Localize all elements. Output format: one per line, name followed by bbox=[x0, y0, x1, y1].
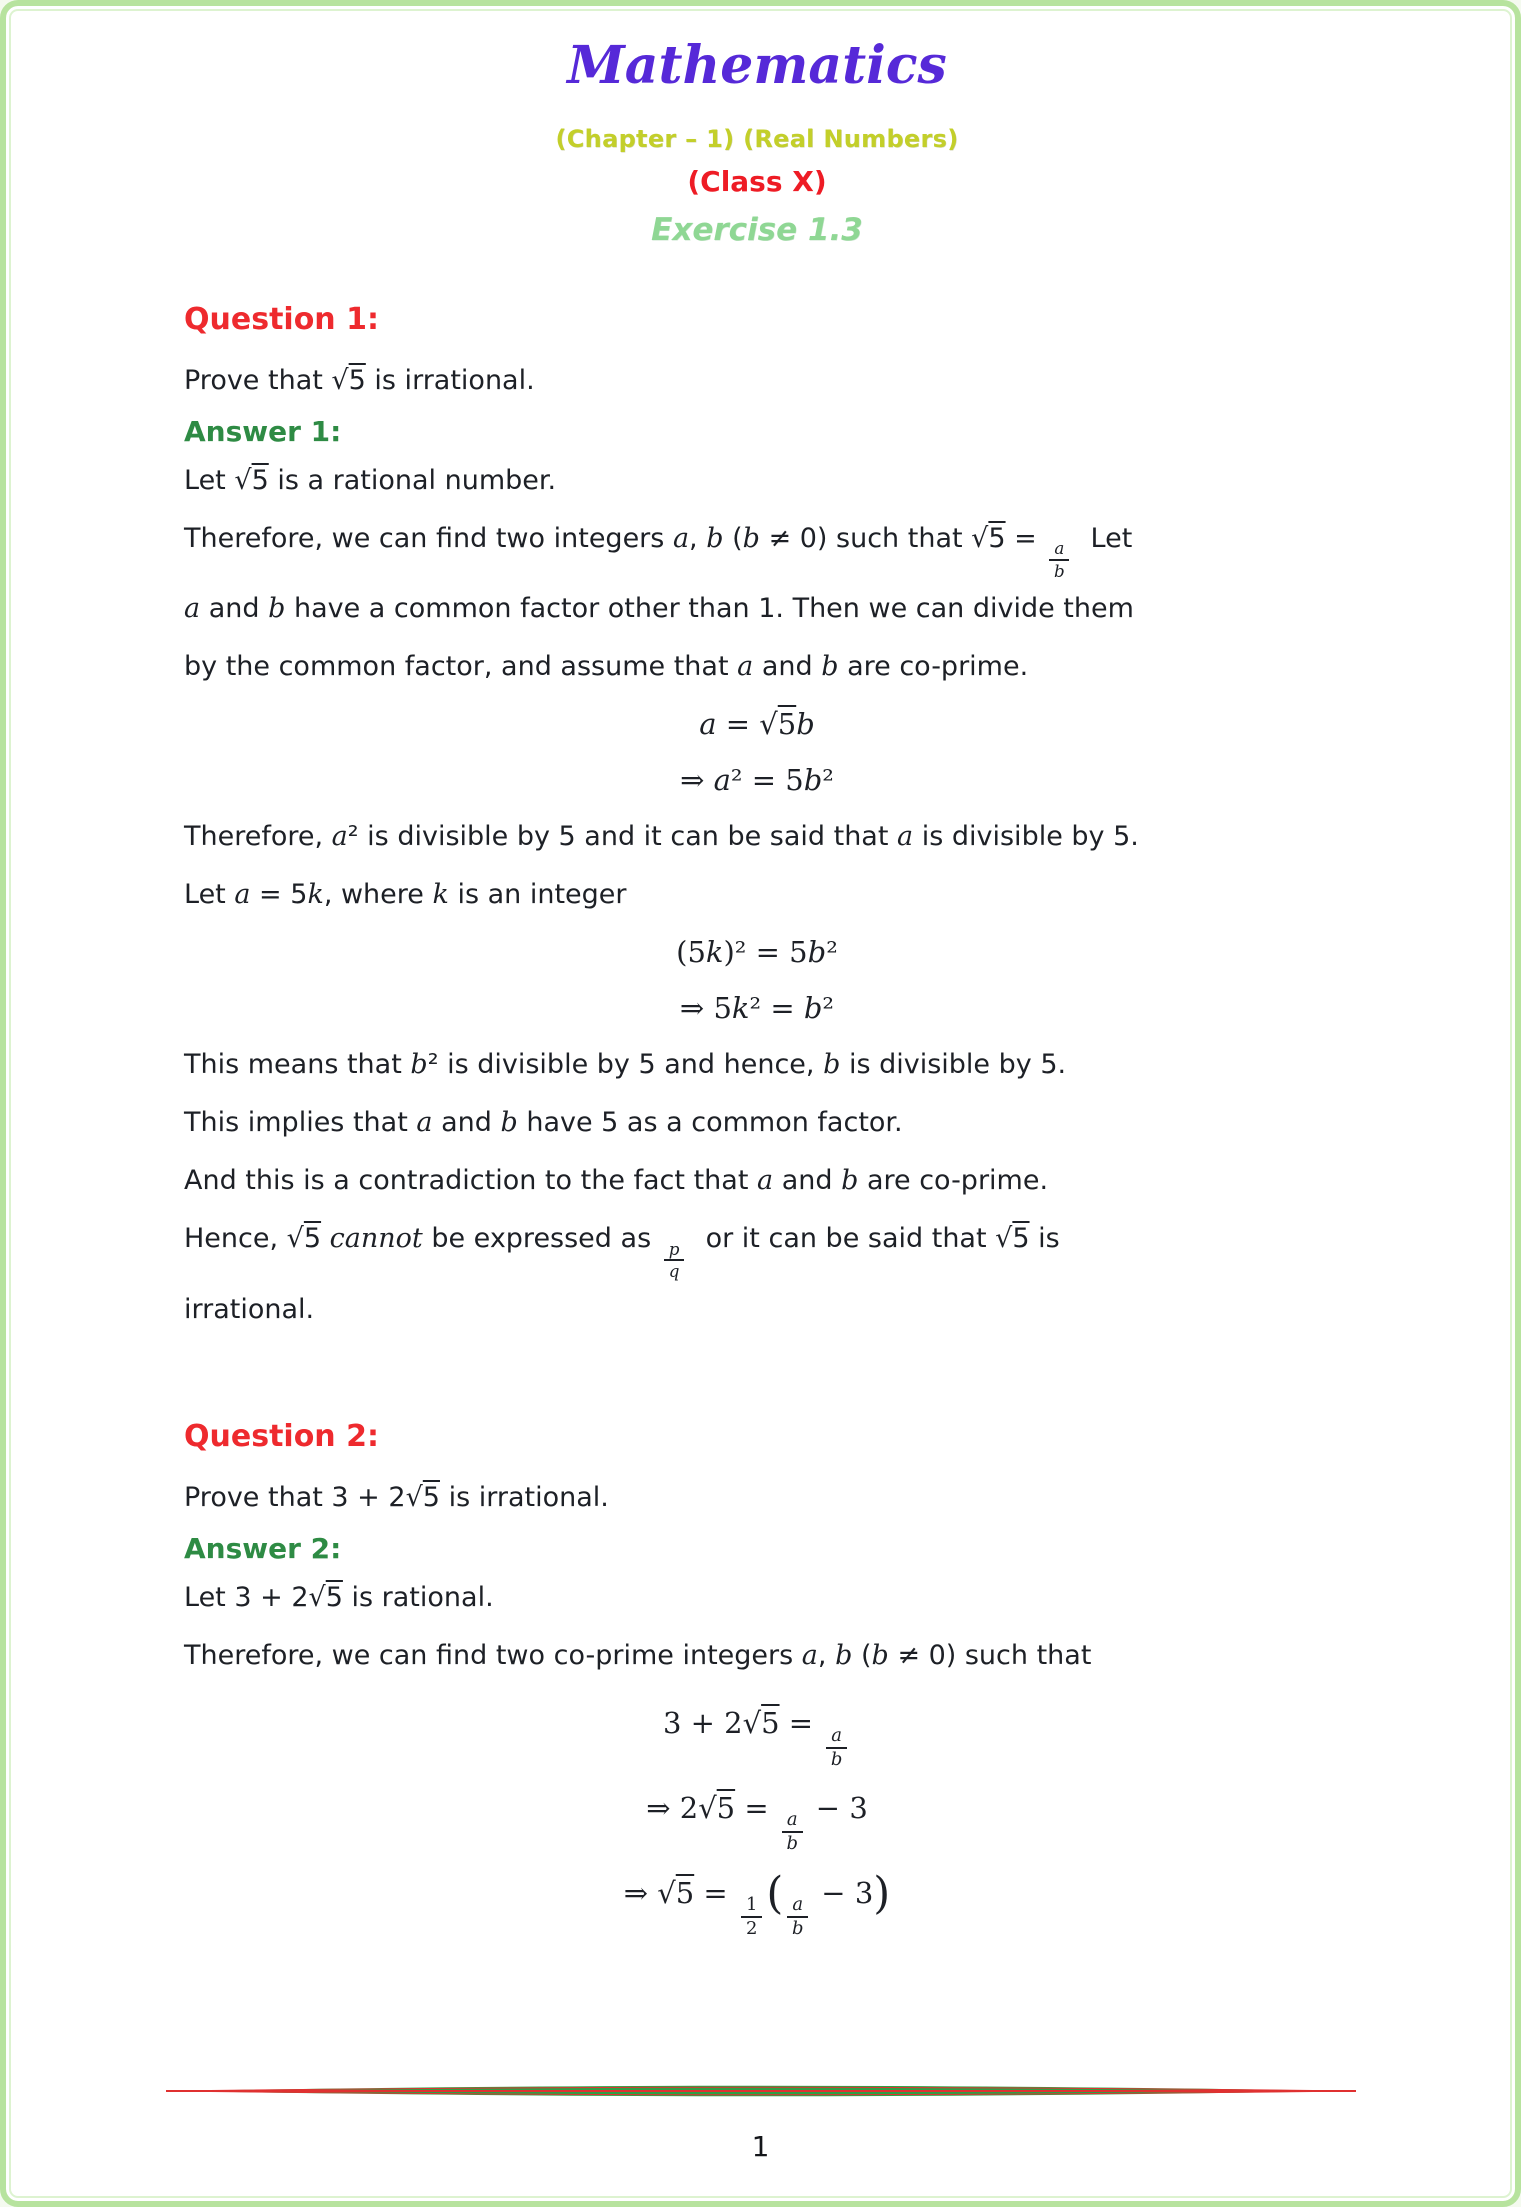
answer-1-heading: Answer 1: bbox=[184, 415, 342, 448]
text-run: have 5 as a common factor. bbox=[517, 1107, 903, 1139]
text-line bbox=[184, 1094, 1330, 1152]
text-run: 3 + 2 bbox=[662, 1705, 743, 1740]
question-1-section bbox=[184, 300, 1330, 1339]
text-run: and bbox=[753, 651, 822, 683]
chapter-subtitle: (Chapter – 1) (Real Numbers) bbox=[555, 125, 959, 153]
text-run: is a rational number. bbox=[268, 465, 557, 496]
text-run: Let bbox=[184, 465, 235, 496]
text-run: 5 bbox=[251, 465, 269, 496]
text-run: ( bbox=[723, 523, 743, 554]
text-run: are co-prime. bbox=[838, 651, 1029, 683]
class-subtitle: (Class X) bbox=[687, 165, 827, 198]
text-run: b bbox=[841, 1165, 859, 1197]
text-line bbox=[184, 1627, 1330, 1685]
text-run: b bbox=[410, 1049, 428, 1081]
text-run: and bbox=[200, 593, 269, 625]
fraction-numerator: a bbox=[782, 1810, 803, 1833]
text-run: , bbox=[817, 1639, 836, 1671]
text-run: And this is a contradiction to the fact that bbox=[184, 1165, 757, 1197]
text-run: is divisible by 5. bbox=[913, 821, 1139, 853]
text-run: b bbox=[742, 523, 760, 554]
text-run: = bbox=[1005, 523, 1046, 554]
fraction-denominator: b bbox=[830, 1748, 843, 1770]
math-fraction bbox=[741, 1895, 762, 1939]
text-run: Hence, bbox=[184, 1223, 287, 1255]
text-run: Therefore, bbox=[184, 821, 332, 853]
text-run: Therefore, we can find two co-prime integers bbox=[184, 1639, 802, 1671]
math-fraction bbox=[664, 1240, 685, 1281]
text-run: a bbox=[699, 707, 717, 742]
text-run: a bbox=[331, 821, 348, 853]
text-run: , where bbox=[323, 879, 433, 911]
text-run: √ bbox=[995, 1223, 1013, 1255]
text-run: (5 bbox=[676, 935, 706, 970]
text-run: 5 bbox=[777, 707, 797, 742]
text-run: ² is divisible by 5 and hence, bbox=[427, 1049, 824, 1081]
text-run: a bbox=[234, 879, 251, 911]
text-run: k bbox=[731, 991, 750, 1026]
fraction-denominator: b bbox=[791, 1918, 804, 1940]
text-run: = bbox=[779, 1705, 823, 1740]
math-fraction bbox=[1049, 539, 1069, 580]
text-run: b bbox=[807, 935, 827, 970]
text-run: cannot bbox=[329, 1223, 423, 1255]
text-run: b bbox=[823, 1049, 841, 1081]
fraction-denominator: 2 bbox=[745, 1918, 758, 1940]
text-run: b bbox=[706, 523, 724, 554]
equation-line bbox=[184, 752, 1330, 808]
text-line bbox=[184, 452, 1330, 510]
text-run: √ bbox=[742, 1705, 762, 1740]
text-run: This means that bbox=[184, 1049, 411, 1081]
text-run: 5 bbox=[716, 1790, 736, 1825]
fraction-numerator: a bbox=[826, 1726, 847, 1749]
answer-2-body bbox=[184, 1569, 1330, 1939]
text-run: = 5 bbox=[250, 879, 308, 911]
fraction-numerator: 1 bbox=[741, 1895, 762, 1918]
text-line bbox=[184, 580, 1330, 638]
text-line bbox=[184, 1210, 1330, 1280]
divider-graphic bbox=[166, 2083, 1356, 2099]
text-run: ⇒ bbox=[623, 1875, 658, 1910]
math-fraction bbox=[826, 1726, 847, 1770]
question-2-prompt bbox=[184, 1469, 1330, 1527]
text-run: a bbox=[672, 523, 690, 554]
text-line bbox=[184, 638, 1330, 696]
text-run: − 3 bbox=[812, 1875, 874, 1910]
text-run: ² = bbox=[749, 991, 804, 1026]
text-run: √ bbox=[698, 1790, 717, 1825]
text-run: b bbox=[268, 593, 286, 625]
text-run: Let bbox=[1073, 523, 1133, 554]
text-line bbox=[184, 1036, 1330, 1094]
text-run: ( bbox=[852, 1639, 872, 1671]
exercise-subtitle: Exercise 1.3 bbox=[651, 212, 863, 248]
text-run: √ bbox=[657, 1875, 676, 1910]
text-run: ² bbox=[826, 935, 838, 970]
text-run: = bbox=[694, 1875, 737, 1910]
question-2-section bbox=[184, 1417, 1330, 1939]
question-1-prompt bbox=[184, 352, 1330, 410]
text-run: a bbox=[184, 593, 201, 625]
equation-line bbox=[184, 696, 1330, 752]
page-footer bbox=[6, 2031, 1515, 2201]
text-run: = bbox=[735, 1790, 778, 1825]
text-line bbox=[184, 1281, 1330, 1339]
text-run: ² bbox=[822, 991, 835, 1026]
text-line bbox=[184, 808, 1330, 866]
text-run: and bbox=[432, 1107, 501, 1139]
text-run: √ bbox=[405, 1481, 423, 1513]
text-run: a bbox=[897, 821, 914, 853]
text-run: This implies that bbox=[184, 1107, 417, 1139]
text-run: is divisible by 5. bbox=[840, 1049, 1067, 1081]
text-run: a bbox=[801, 1639, 818, 1671]
text-run: 3 + 2 bbox=[331, 1481, 406, 1513]
text-run: 5 bbox=[675, 1875, 695, 1910]
text-run: √ bbox=[234, 465, 252, 496]
text-run: √ bbox=[331, 365, 349, 396]
text-run: is irrational. bbox=[439, 1481, 609, 1513]
equation-line bbox=[184, 1695, 1330, 1770]
text-run: a bbox=[713, 763, 731, 798]
text-run: ⇒ bbox=[680, 763, 714, 798]
text-run: k bbox=[705, 935, 724, 970]
text-run: be expressed as bbox=[422, 1223, 660, 1255]
question-2-heading: Question 2: bbox=[184, 1418, 379, 1454]
equation-line bbox=[184, 1780, 1330, 1855]
text-run: 5 bbox=[988, 523, 1006, 554]
decorative-divider bbox=[166, 2083, 1356, 2099]
fraction-denominator: b bbox=[786, 1833, 798, 1855]
text-run: k bbox=[307, 879, 324, 911]
text-run: 5 bbox=[325, 1581, 343, 1613]
answer-1-body bbox=[184, 452, 1330, 1339]
equation-line bbox=[184, 980, 1330, 1036]
page-number: 1 bbox=[751, 2130, 770, 2163]
math-fraction bbox=[787, 1895, 808, 1939]
text-run: ² = 5 bbox=[730, 763, 804, 798]
text-run: Prove that bbox=[184, 365, 332, 396]
fraction-denominator: b bbox=[1053, 560, 1065, 581]
text-line bbox=[184, 1152, 1330, 1210]
text-run: a bbox=[757, 1165, 774, 1197]
text-run: 5 bbox=[422, 1481, 440, 1513]
text-run: Let bbox=[184, 879, 235, 911]
text-run: k bbox=[432, 879, 449, 911]
text-run: Prove that bbox=[184, 1481, 332, 1513]
question-1-heading: Question 1: bbox=[184, 302, 379, 337]
text-run: irrational. bbox=[184, 1293, 315, 1325]
text-run: b bbox=[871, 1639, 889, 1671]
answer-2-heading: Answer 2: bbox=[184, 1531, 342, 1565]
text-run: or it can be said that bbox=[688, 1223, 996, 1255]
fraction-numerator: a bbox=[787, 1895, 808, 1918]
text-run: 5 bbox=[303, 1223, 322, 1255]
text-run: is irrational. bbox=[365, 365, 535, 396]
fraction-denominator: q bbox=[668, 1261, 680, 1282]
text-run: = bbox=[716, 707, 760, 742]
text-run: and bbox=[773, 1165, 842, 1197]
text-line bbox=[184, 510, 1330, 580]
text-run: by the common factor, and assume that bbox=[184, 651, 738, 683]
text-run: 3 + 2 bbox=[234, 1581, 309, 1613]
text-run: b bbox=[835, 1639, 853, 1671]
text-run: √ bbox=[286, 1223, 304, 1255]
text-run: ⇒ 5 bbox=[679, 991, 732, 1026]
equation-line bbox=[184, 924, 1330, 980]
text-run: b bbox=[500, 1107, 518, 1139]
text-run: √ bbox=[759, 707, 778, 742]
text-run: are co-prime. bbox=[858, 1165, 1049, 1197]
math-fraction bbox=[782, 1810, 803, 1854]
text-run: ≠ 0) such that bbox=[759, 523, 972, 554]
text-run: is rational. bbox=[342, 1581, 494, 1613]
text-run: ≠ 0) such that bbox=[888, 1639, 1092, 1671]
text-run: b bbox=[796, 707, 815, 742]
text-run: b bbox=[821, 651, 839, 683]
text-run: )² = 5 bbox=[723, 935, 808, 970]
text-run: 5 bbox=[1012, 1223, 1030, 1255]
text-run: ² is divisible by 5 and it can be said that bbox=[347, 821, 898, 853]
text-run: √ bbox=[971, 523, 989, 554]
text-run: a bbox=[737, 651, 754, 683]
text-run: a bbox=[416, 1107, 433, 1139]
text-run: Let bbox=[184, 1581, 235, 1613]
text-run: , bbox=[689, 523, 707, 554]
text-run: Therefore, we can find two integers bbox=[184, 523, 673, 554]
text-run: ) bbox=[873, 1868, 891, 1919]
fraction-numerator: a bbox=[1049, 539, 1069, 561]
text-run: b bbox=[803, 991, 823, 1026]
text-run: is bbox=[1029, 1223, 1060, 1255]
text-run: ² bbox=[822, 763, 834, 798]
text-line bbox=[184, 1569, 1330, 1627]
fraction-numerator: p bbox=[664, 1240, 685, 1262]
text-line bbox=[184, 866, 1330, 924]
text-run: have a common factor other than 1. Then we can divide them bbox=[285, 593, 1134, 625]
text-run: is an integer bbox=[448, 879, 627, 911]
text-run: − 3 bbox=[806, 1790, 868, 1825]
text-run: 5 bbox=[348, 365, 366, 396]
doc-title: Mathematics bbox=[567, 35, 947, 96]
text-run bbox=[321, 1223, 330, 1254]
text-run: ( bbox=[766, 1868, 784, 1919]
text-run: √ bbox=[308, 1581, 326, 1613]
text-run: 5 bbox=[761, 1705, 780, 1740]
text-run: b bbox=[803, 763, 823, 798]
text-run: ⇒ 2 bbox=[646, 1790, 699, 1825]
equation-line bbox=[184, 1865, 1330, 1940]
